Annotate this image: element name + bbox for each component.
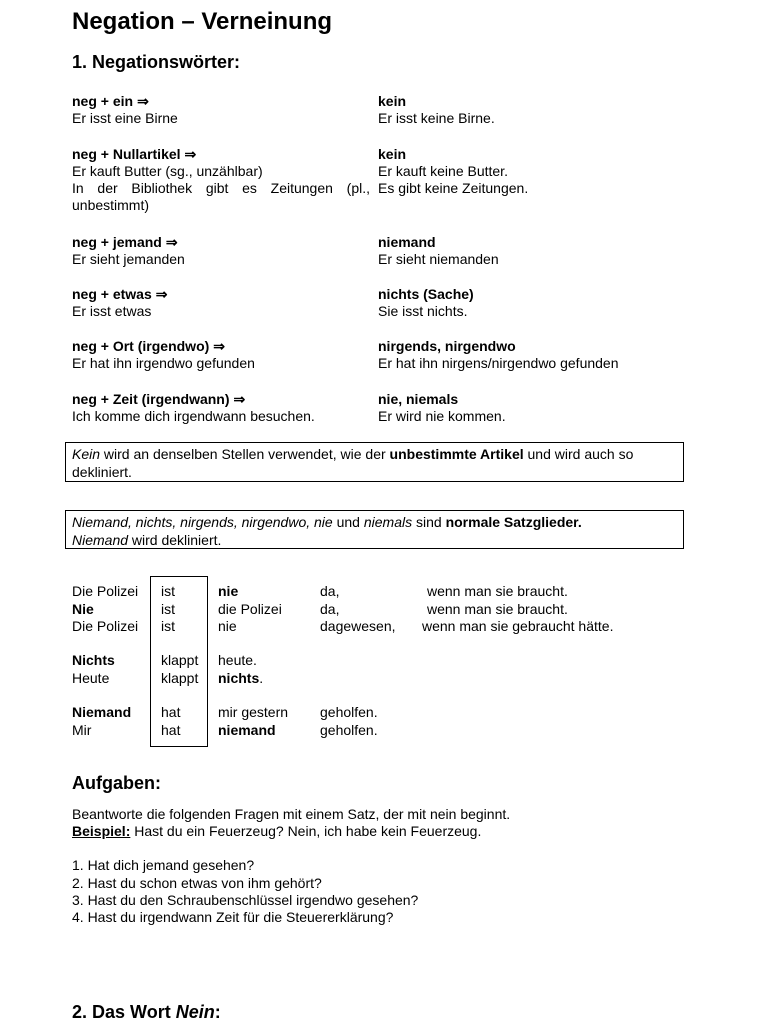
row2-left <box>72 146 370 214</box>
negation: niemand <box>218 722 276 738</box>
clause: wenn man sie braucht. <box>427 583 568 599</box>
rest: geholfen. <box>320 704 378 720</box>
row5-right-label: nirgends, nirgendwo <box>378 338 516 354</box>
row3-left-label: neg + jemand <box>72 234 162 250</box>
note2-words: Niemand, nichts, nirgends, nirgendwo, nie <box>72 514 333 530</box>
row6-left-example: Ich komme dich irgendwann besuchen. <box>72 408 315 424</box>
note-box-kein <box>65 442 684 482</box>
note2-sind: sind <box>412 514 446 530</box>
row2-left-example-1: Er kauft Butter (sg., unzählbar) <box>72 163 263 179</box>
rest: da, <box>320 601 340 617</box>
verb: ist <box>161 583 175 599</box>
row5-left-example: Er hat ihn irgendwo gefunden <box>72 355 255 371</box>
note2-bold: normale Satzglieder. <box>445 514 582 530</box>
note-bold: unbestimmte Artikel <box>389 446 524 462</box>
verb: hat <box>161 722 181 738</box>
aufgaben-heading: Aufgaben: <box>72 773 161 793</box>
verb: hat <box>161 704 181 720</box>
row2-left-example-3: unbestimmt) <box>72 197 150 213</box>
subject: Niemand <box>72 704 132 720</box>
row2-right-label: kein <box>378 146 407 162</box>
row5-left <box>72 338 255 372</box>
row3-right-label: niemand <box>378 234 436 250</box>
verb: klappt <box>161 670 199 686</box>
negation: nichts <box>218 670 260 686</box>
row6-left-label: neg + Zeit (irgendwann) <box>72 391 230 407</box>
row4-left-example: Er isst etwas <box>72 303 152 319</box>
negation: nie <box>218 618 237 634</box>
beispiel <box>72 823 481 840</box>
subject: Nichts <box>72 652 115 668</box>
negation: nie <box>218 583 239 599</box>
row4-right-example: Sie isst nichts. <box>378 303 468 319</box>
list-item: 4. Hast du irgendwann Zeit für die Steuererklärung? <box>72 909 394 925</box>
row4-left <box>72 286 167 320</box>
row3-right-example: Er sieht niemanden <box>378 251 499 267</box>
note-kein-word: Kein <box>72 446 101 462</box>
row2-right-example-1: Er kauft keine Butter. <box>378 163 508 179</box>
rest: geholfen. <box>320 722 378 738</box>
right-arrow-icon: ⇒ <box>137 93 148 109</box>
row3-right <box>378 234 499 268</box>
row1-right <box>378 93 495 127</box>
right-arrow-icon: ⇒ <box>155 286 167 302</box>
row2-right <box>378 146 528 197</box>
row5-right <box>378 338 619 372</box>
row4-left-label: neg + etwas <box>72 286 152 302</box>
row5-left-label: neg + Ort (irgendwo) <box>72 338 210 354</box>
right-arrow-icon: ⇒ <box>213 338 225 354</box>
aufgaben-intro: Beantworte die folgenden Fragen mit einem Satz, der mit nein beginnt. <box>72 806 511 822</box>
row3-left <box>72 234 185 268</box>
row1-right-example: Er isst keine Birne. <box>378 110 495 126</box>
right-arrow-icon: ⇒ <box>165 234 177 250</box>
subject: Heute <box>72 670 110 686</box>
row4-right-label: nichts (Sache) <box>378 286 474 302</box>
clause: wenn man sie braucht. <box>427 601 568 617</box>
rest: dagewesen, <box>320 618 396 634</box>
row2-left-label: neg + Nullartikel <box>72 146 181 162</box>
period: . <box>259 670 264 686</box>
verb: ist <box>161 618 175 634</box>
note2-dekl: wird dekliniert. <box>128 532 222 548</box>
beispiel-text: Hast du ein Feuerzeug? Nein, ich habe kein Feuerzeug. <box>130 823 482 839</box>
row6-right-example: Er wird nie kommen. <box>378 408 506 424</box>
note-line-2: dekliniert. <box>72 464 132 480</box>
note2-und: und <box>332 514 364 530</box>
list-item: 2. Hast du schon etwas von ihm gehört? <box>72 875 322 891</box>
subject: Die Polizei <box>72 583 139 599</box>
row1-left-label: neg + ein <box>72 93 134 109</box>
note2-niemals: niemals <box>363 514 413 530</box>
object: mir gestern <box>218 704 289 720</box>
section1-heading: 1. Negationswörter: <box>72 52 241 72</box>
row2-right-example-2: Es gibt keine Zeitungen. <box>378 180 529 196</box>
rest: da, <box>320 583 340 599</box>
section2-suffix: : <box>214 1002 221 1022</box>
list-item: 3. Hast du den Schraubenschlüssel irgendwo gesehen? <box>72 892 419 908</box>
verb: klappt <box>161 652 199 668</box>
row5-right-example: Er hat ihn nirgens/nirgendwo gefunden <box>378 355 619 371</box>
rest: heute. <box>218 652 257 668</box>
clause: wenn man sie gebraucht hätte. <box>422 618 614 634</box>
verb: ist <box>161 601 175 617</box>
section2-heading <box>72 1002 221 1023</box>
row6-left <box>72 391 315 425</box>
row1-left <box>72 93 178 127</box>
section2-word: Nein <box>175 1002 215 1022</box>
row1-left-example: Er isst eine Birne <box>72 110 178 126</box>
right-arrow-icon: ⇒ <box>184 146 196 162</box>
subject: Nie <box>72 601 94 617</box>
note2-niemand: Niemand <box>72 532 129 548</box>
subject: Die Polizei <box>72 618 139 634</box>
row6-right <box>378 391 506 425</box>
page-title: Negation – Verneinung <box>72 8 333 35</box>
right-arrow-icon: ⇒ <box>233 391 245 407</box>
row6-right-label: nie, niemals <box>378 391 459 407</box>
row2-left-example-2: In der Bibliothek gibt es Zeitungen (pl., <box>72 180 370 196</box>
row3-left-example: Er sieht jemanden <box>72 251 185 267</box>
note-box-satzglieder <box>65 510 684 549</box>
object: die Polizei <box>218 601 282 617</box>
subject: Mir <box>72 722 92 738</box>
note-text-2: und wird auch so <box>523 446 634 462</box>
row4-right <box>378 286 474 320</box>
note-text-1: wird an denselben Stellen verwendet, wie der <box>100 446 390 462</box>
beispiel-label: Beispiel: <box>72 823 131 839</box>
list-item: 1. Hat dich jemand gesehen? <box>72 857 255 873</box>
row1-right-label: kein <box>378 93 407 109</box>
section2-prefix: 2. Das Wort <box>72 1002 176 1022</box>
